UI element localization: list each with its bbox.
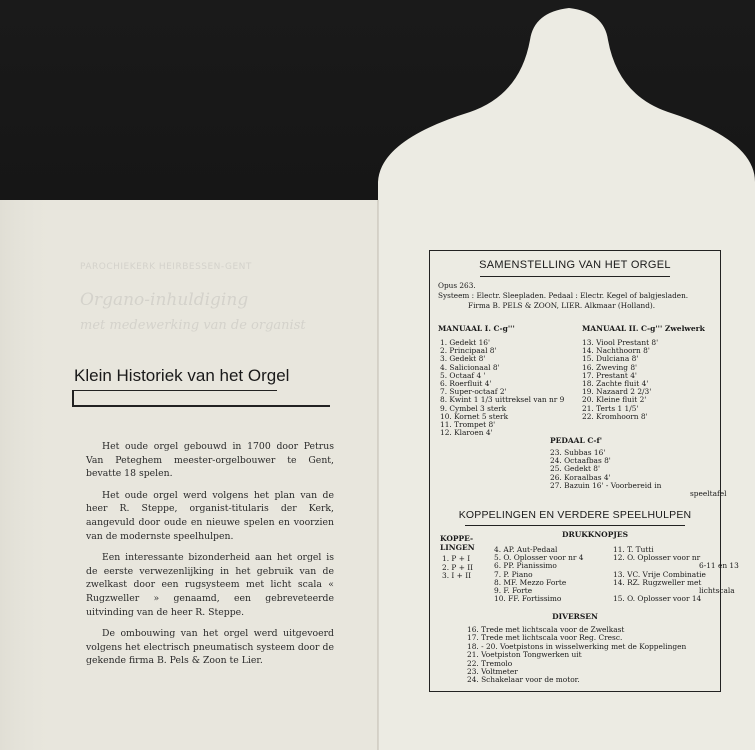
stop-item: 7. Super-octaaf 2' <box>440 387 507 397</box>
koppelingen-list <box>442 555 473 581</box>
firma-line: Firma B. PELS & ZOON, LIER. Alkmaar (Holland). <box>468 301 656 310</box>
drukknop-item: 13. VC. Vrije Combinatie <box>613 569 706 579</box>
manual-2-heading: MANUAAL II. C-g''' Zwelwerk <box>582 324 705 333</box>
title-rule-left <box>72 390 74 406</box>
history-title-box <box>72 366 330 406</box>
stop-item: 24. Octaafbas 8' <box>550 456 611 466</box>
diversen-item: 21. Voetpiston Tongwerken uit <box>467 650 582 660</box>
stop-item: 13. Viool Prestant 8' <box>582 338 659 347</box>
drukknop-item: 9. F. Forte <box>494 585 533 595</box>
spec-title: SAMENSTELLING VAN HET ORGEL <box>479 259 671 271</box>
diversen-list <box>467 626 686 685</box>
stop-item: 25. Gedekt 8' <box>550 464 601 474</box>
ghost-text-line: PAROCHIEKERK HEIRBESSEN-GENT <box>80 262 252 272</box>
stop-item: 2. Principaal 8' <box>440 346 497 356</box>
diversen-item: 24. Schakelaar voor de motor. <box>467 675 580 685</box>
diversen-item: 22. Tremolo <box>467 658 513 668</box>
drukknop-item-continuation: 6-11 en 13 <box>699 561 739 571</box>
stop-item: 10. Kornet 5 sterk <box>440 411 509 421</box>
history-paragraph: De ombouwing van het orgel werd uitgevoerd volgens het electrisch pneumatisch systeem door de gekende firma B. Pels & Zoon te Lier. <box>86 628 334 667</box>
history-paragraph: Het oude orgel gebouwd in 1700 door Petrus Van Peteghem meester-orgelbouwer te Gent, bevatte 18 spelen. <box>86 441 334 480</box>
ghost-text-line: met medewerking van de organist <box>80 318 306 333</box>
stop-item: 26. Koraalbas 4' <box>550 472 611 482</box>
stop-item: 14. Nachthoorn 8' <box>582 346 650 356</box>
stop-item: 20. Kleine fluit 2' <box>582 395 647 405</box>
drukknop-item: 8. MF. Mezzo Forte <box>494 577 567 587</box>
history-paragraph: Het oude orgel werd volgens het plan van de heer R. Steppe, organist-titularis der Kerk, aangevuld door oude en nieuwe spelen en voorzien van de modernste speelhulpen. <box>86 489 334 542</box>
koppelingen-heading-line: LINGEN <box>440 542 475 552</box>
drukknopjes-list-a <box>494 546 583 603</box>
diversen-heading: DIVERSEN <box>552 612 598 621</box>
ghost-text-line: Organo-inhuldiging <box>80 290 249 310</box>
history-body <box>86 440 334 676</box>
manual-1-heading: MANUAAL I. C-g''' <box>438 324 515 333</box>
drukknop-item: 10. FF. Fortissimo <box>494 594 562 604</box>
drukknop-item: 4. AP. Aut-Pedaal <box>494 545 558 554</box>
koppelingen-heading-line: KOPPE- <box>440 534 474 543</box>
title-rule-top <box>72 390 277 391</box>
drukknop-item: 7. P. Piano <box>494 569 533 579</box>
stop-item: 11. Trompet 8' <box>440 419 496 429</box>
stop-item: 18. Zachte fluit 4' <box>582 378 649 388</box>
stop-item: 6. Roerfluit 4' <box>440 378 492 388</box>
stop-item: 19. Nazaard 2 2/3' <box>582 387 652 397</box>
history-paragraph: Een interessante bizonderheid aan het orgel is de eerste verwezenlijking in het gebruik van de zwelkast door een rugsysteem met licht scala « Rugzweller » genaamd, een gebreveteerde uitvinding van de heer R. Steppe. <box>86 552 334 618</box>
drukknop-item: 11. T. Tutti <box>613 545 654 554</box>
drukknop-item-continuation: lichtscala <box>699 585 735 595</box>
stop-item: 12. Klaroen 4' <box>440 428 493 438</box>
stop-item: 3. Gedekt 8' <box>440 354 486 364</box>
pedaal-stops <box>550 449 726 498</box>
spec-header <box>438 281 714 311</box>
stop-item: 17. Prestant 4' <box>582 370 637 380</box>
drukknop-item: 12. O. Oplosser voor nr <box>613 553 701 563</box>
drukknop-item: 15. O. Oplosser voor 14 <box>613 594 702 604</box>
organ-specification-box <box>429 250 739 692</box>
diversen-item: 17. Trede met lichtscala voor Reg. Cresc. <box>467 633 623 643</box>
drukknop-item: 6. PP. Pianissimo <box>494 561 557 571</box>
stop-item: 23. Subbas 16' <box>550 448 606 457</box>
drukknopjes-heading: DRUKKNOPJES <box>562 530 629 539</box>
koppeling-item: 3. I + II <box>442 571 472 580</box>
stop-item: 15. Dulciana 8' <box>582 354 639 364</box>
stop-item: 8. Kwint 1 1/3 uittreksel van nr 9 <box>440 395 565 405</box>
koppelingen-rule <box>465 525 685 526</box>
systeem-line: Systeem : Electr. Sleepladen. Pedaal : Electr. Kegel of balgjesladen. <box>438 291 689 300</box>
diversen-item: 18. - 20. Voetpistons in wisselwerking met de Koppelingen <box>467 641 687 651</box>
stop-item: 21. Terts 1 1/5' <box>582 403 639 413</box>
koppeling-item: 2. P + II <box>442 562 474 572</box>
drukknop-item: 14. RZ. Rugzweller met <box>613 577 702 587</box>
opus-line: Opus 263. <box>438 281 476 290</box>
stop-item: 1. Gedekt 16' <box>440 338 491 347</box>
stop-item: 16. Zweving 8' <box>582 362 638 372</box>
koppelingen-heading <box>440 535 475 552</box>
koppelingen-title: KOPPELINGEN EN VERDERE SPEELHULPEN <box>458 509 692 521</box>
stop-item: 22. Kromhoorn 8' <box>582 411 648 421</box>
left-page <box>0 200 377 750</box>
diversen-item: 16. Trede met lichtscala voor de Zwelkast <box>467 625 625 634</box>
title-rule-bottom <box>72 405 330 407</box>
diversen-item: 23. Voltmeter <box>467 666 518 676</box>
stop-item: 27. Bazuin 16' - Voorbereid in <box>550 480 662 490</box>
drukknopjes-list-b <box>613 546 739 603</box>
stop-item: 5. Octaaf 4 ' <box>440 370 486 380</box>
history-title: Klein Historiek van het Orgel <box>74 366 290 385</box>
manual-1-stops <box>440 339 564 437</box>
stop-item: 4. Salicionaal 8' <box>440 362 500 372</box>
manual-2-stops <box>582 339 658 421</box>
spec-title-rule <box>480 276 670 277</box>
stop-item-continuation: speeltafel <box>690 488 727 498</box>
koppeling-item: 1. P + I <box>442 554 471 563</box>
pedaal-heading: PEDAAL C-f' <box>550 436 602 445</box>
stop-item: 9. Cymbel 3 sterk <box>440 403 507 413</box>
center-fold <box>377 200 379 750</box>
drukknop-item: 5. O. Oplosser voor nr 4 <box>494 553 584 563</box>
